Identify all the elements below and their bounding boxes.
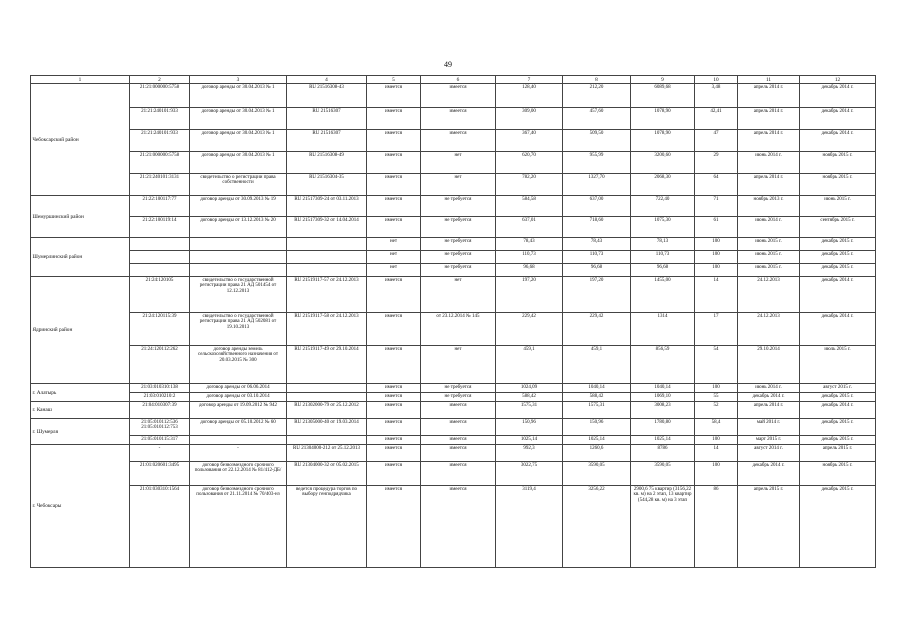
table-cell: имеется <box>367 108 421 130</box>
table-cell: RU 21304000-32 от 05.02.2015 <box>287 462 367 486</box>
table-cell: 1024,09 <box>496 384 563 393</box>
table-row <box>31 462 876 486</box>
table-cell: 229,42 <box>563 313 631 346</box>
table-cell: 3119,4 <box>496 486 563 568</box>
table-cell: декабрь 2014 г. <box>738 462 800 486</box>
table-cell: декабрь 2014 г. <box>800 84 876 108</box>
table-cell: 110,73 <box>631 251 695 264</box>
table-cell: декабрь 2015 г. <box>800 251 876 264</box>
table-cell: 110,73 <box>563 251 631 264</box>
header-cell: 8 <box>563 76 631 84</box>
district-cell: г. Канаш <box>31 402 130 419</box>
table-cell: 588,42 <box>496 393 563 402</box>
table-cell <box>287 264 367 277</box>
table-cell: 2900,6 75 квартир (3156,22 кв. м) на 2 этап, 13 квартир (544,28 кв. м) на 3 этап <box>631 486 695 568</box>
table-cell: имеется <box>367 196 421 217</box>
table-cell: декабрь 2014 г. <box>800 108 876 130</box>
table-cell: декабрь 2014 г. <box>800 130 876 152</box>
table-cell: 54 <box>695 346 738 384</box>
table-body <box>31 76 876 568</box>
table-cell: июнь 2015 г. <box>738 238 800 251</box>
table-cell: 1260,6 <box>563 445 631 462</box>
table-cell: 61 <box>695 217 738 238</box>
table-row <box>31 419 876 436</box>
table-cell: 782,20 <box>496 174 563 196</box>
table-cell: август 2015 г. <box>800 384 876 393</box>
table-cell: апрель 2015 г. <box>738 486 800 568</box>
table-cell: имеется <box>367 130 421 152</box>
table-cell: июнь 2014 г. <box>738 152 800 174</box>
table-cell: имеется <box>421 108 496 130</box>
table-cell: апрель 2014 г. <box>738 402 800 419</box>
table-cell: июль 2015 г. <box>800 346 876 384</box>
table-cell: RU 21519117-49 от 29.10.2014 <box>287 346 367 384</box>
district-cell: Ядринский район <box>31 277 130 384</box>
table-cell: имеется <box>421 445 496 462</box>
table-cell <box>130 251 190 264</box>
table-cell: RU 21519117-57 от 24.12.2013 <box>287 277 367 313</box>
table-cell: ноябрь 2013 г. <box>738 196 800 217</box>
table-cell: RU 21516307 <box>287 130 367 152</box>
table-cell: 29.10.2014 <box>738 346 800 384</box>
table-row <box>31 84 876 108</box>
table-cell: 42,41 <box>695 108 738 130</box>
table-cell: 96,68 <box>631 264 695 277</box>
table-row <box>31 445 876 462</box>
table-cell: 367,40 <box>496 130 563 152</box>
table-cell: 509,50 <box>563 130 631 152</box>
table-cell: не требуется <box>421 393 496 402</box>
table-cell: не требуется <box>421 238 496 251</box>
header-row <box>31 76 876 84</box>
table-row <box>31 486 876 568</box>
table-cell: 1078,90 <box>631 108 695 130</box>
table-cell: не требуется <box>421 251 496 264</box>
table-cell: 21:05:010115:317 <box>130 436 190 445</box>
table-cell <box>190 251 287 264</box>
table-cell: RU 21519117-58 от 24.12.2013 <box>287 313 367 346</box>
table-cell: 3256,22 <box>563 486 631 568</box>
table-cell: 3200,60 <box>631 152 695 174</box>
table-cell: имеется <box>367 174 421 196</box>
table-cell: декабрь 2014 г. <box>800 402 876 419</box>
table-cell: 71 <box>695 196 738 217</box>
table-cell: 2068,30 <box>631 174 695 196</box>
table-cell: июнь 2015 г. <box>800 196 876 217</box>
table-cell: 100 <box>695 238 738 251</box>
table-cell: 1575,31 <box>563 402 631 419</box>
table-cell: 197,20 <box>563 277 631 313</box>
table-row <box>31 251 876 264</box>
table-cell: декабрь 2014 г. <box>800 313 876 346</box>
table-cell: имеется <box>367 436 421 445</box>
header-cell: 4 <box>287 76 367 84</box>
table-cell: 96,68 <box>496 264 563 277</box>
table-cell: 21:03:010210:2 <box>130 393 190 402</box>
table-cell: RU 21304000-212 от 25.12.2013 <box>287 445 367 462</box>
table-cell: апрель 2015 г. <box>800 445 876 462</box>
table-cell: имеется <box>367 152 421 174</box>
table-cell: 588,42 <box>563 393 631 402</box>
table-cell: 100 <box>695 251 738 264</box>
table-cell: свидетельство о государственной регистрации права 21 АД 502081 от 19.10.2013 <box>190 313 287 346</box>
table-cell: 584,58 <box>496 196 563 217</box>
table-cell: апрель 2014 г. <box>738 174 800 196</box>
table-cell <box>190 264 287 277</box>
table-cell: нет <box>421 152 496 174</box>
table-cell <box>130 264 190 277</box>
table-row <box>31 152 876 174</box>
table-cell: 856,59 <box>631 346 695 384</box>
table-cell: 64 <box>695 174 738 196</box>
table-cell <box>287 251 367 264</box>
table-cell: декабрь 2015 г. <box>800 419 876 436</box>
table-cell: RU 21305000-40 от 19.03.2014 <box>287 419 367 436</box>
table-cell: договор аренды от 30.09.2013 № 19 <box>190 196 287 217</box>
table-cell: июнь 2015 г. <box>738 251 800 264</box>
table-cell: 78,43 <box>563 238 631 251</box>
table-cell: ноябрь 2015 г. <box>800 174 876 196</box>
header-cell: 3 <box>190 76 287 84</box>
table-row <box>31 196 876 217</box>
table-cell: 1327,70 <box>563 174 631 196</box>
table-cell: 1078,90 <box>631 130 695 152</box>
table-row <box>31 277 876 313</box>
table-cell: имеется <box>367 445 421 462</box>
table-cell <box>287 384 367 393</box>
header-cell: 1 <box>31 76 130 84</box>
table-cell: нет <box>421 174 496 196</box>
table-cell: 100 <box>695 384 738 393</box>
table-cell: 3022,75 <box>496 462 563 486</box>
table-cell: 17 <box>695 313 738 346</box>
table-row <box>31 108 876 130</box>
table-cell: 229,42 <box>496 313 563 346</box>
table-cell: имеется <box>367 277 421 313</box>
table-cell: 100 <box>695 264 738 277</box>
table-cell: имеется <box>367 402 421 419</box>
table-cell: не требуется <box>421 264 496 277</box>
table-cell: имеется <box>367 462 421 486</box>
table-cell <box>190 436 287 445</box>
table-row <box>31 238 876 251</box>
table-cell: 955,99 <box>563 152 631 174</box>
table-cell: 21:04:010307:39 <box>130 402 190 419</box>
table-cell: договор аренды от 30.04.2013 № 1 <box>190 108 287 130</box>
table-cell: 6089,68 <box>631 84 695 108</box>
table-cell: ноябрь 2015 г. <box>800 152 876 174</box>
table-cell: нет <box>367 251 421 264</box>
table-cell: ноябрь 2015 г. <box>800 462 876 486</box>
table-cell: 1025,14 <box>631 436 695 445</box>
header-cell: 11 <box>738 76 800 84</box>
table-cell: ведется процедура торгов по выбору генподрядчика <box>287 486 367 568</box>
table-row <box>31 313 876 346</box>
table-cell: 21:05:010112:536 21:05:010112:753 <box>130 419 190 436</box>
table-cell: декабрь 2014 г. <box>800 277 876 313</box>
table-cell: имеется <box>367 84 421 108</box>
table-cell: 96,68 <box>563 264 631 277</box>
table-cell: договор аренды от 30.04.2013 № 1 <box>190 84 287 108</box>
table-cell: 1069,10 <box>631 393 695 402</box>
table-cell: 21:21:240101:3131 <box>130 174 190 196</box>
table-cell: RU 21302000-79 от 25.12.2012 <box>287 402 367 419</box>
table-cell: апрель 2014 г. <box>738 130 800 152</box>
table-cell <box>130 238 190 251</box>
district-cell: г. Чебоксары <box>31 445 130 568</box>
table-cell: 47 <box>695 130 738 152</box>
table-cell: договор аренды от 06.06.2014 <box>190 384 287 393</box>
table-cell: 3590,05 <box>631 462 695 486</box>
table-cell: 21:21:240101:933 <box>130 130 190 152</box>
table-cell: 21:21:000000:5758 <box>130 152 190 174</box>
table-cell: имеется <box>367 393 421 402</box>
table-cell: договор аренды от 30.04.2013 № 1 <box>190 152 287 174</box>
table-cell: 110,73 <box>496 251 563 264</box>
table-cell: 1455,00 <box>631 277 695 313</box>
table-cell: свидетельство о регистрации права собственности <box>190 174 287 196</box>
district-cell: г. Алатырь <box>31 384 130 402</box>
table-cell: 722,40 <box>631 196 695 217</box>
table-cell: не требуется <box>421 217 496 238</box>
table-row <box>31 393 876 402</box>
table-cell: имеется <box>367 384 421 393</box>
table-cell: свидетельство о государственной регистрации права 21 АД 501454 от 12.12.2013 <box>190 277 287 313</box>
table-cell: 55 <box>695 393 738 402</box>
table-cell: 14 <box>695 277 738 313</box>
table-cell: имеется <box>367 346 421 384</box>
table-cell: июнь 2014 г. <box>738 217 800 238</box>
table-cell: 24.12.2013 <box>738 277 800 313</box>
table-cell: 78,43 <box>496 238 563 251</box>
table-row <box>31 384 876 393</box>
table-cell: 1575,31 <box>496 402 563 419</box>
table-row <box>31 130 876 152</box>
table-cell: 52 <box>695 402 738 419</box>
table-row <box>31 436 876 445</box>
table-cell: 24.12.2013 <box>738 313 800 346</box>
table-cell: 3590,05 <box>563 462 631 486</box>
table-cell: декабрь 2015 г. <box>800 436 876 445</box>
table-cell: апрель 2014 г. <box>738 108 800 130</box>
table-cell: 1040,14 <box>631 384 695 393</box>
table-cell: имеется <box>421 84 496 108</box>
table-cell: 21:21:240101:933 <box>130 108 190 130</box>
table-row <box>31 402 876 419</box>
table-cell: 21:21:000000:5758 <box>130 84 190 108</box>
header-cell: 7 <box>496 76 563 84</box>
table-cell: договор аренды земель сельскохозяйственного назначения от 20.03.2015 № 300 <box>190 346 287 384</box>
table-cell: 150,96 <box>496 419 563 436</box>
table-cell: июнь 2014 г. <box>738 384 800 393</box>
table-cell: 21:01:030310:1564 <box>130 486 190 568</box>
table-cell: имеется <box>421 436 496 445</box>
table-cell: декабрь 2015 г. <box>800 486 876 568</box>
table-cell <box>190 238 287 251</box>
table-cell <box>287 238 367 251</box>
table-cell: 21:22:100117:77 <box>130 196 190 217</box>
table-cell: RU 21516304-35 <box>287 174 367 196</box>
table-cell: декабрь 2015 г. <box>800 393 876 402</box>
table-cell: 459,1 <box>563 346 631 384</box>
table-cell: 620,70 <box>496 152 563 174</box>
table-cell: 1314 <box>631 313 695 346</box>
table-cell: - <box>190 445 287 462</box>
table-cell: имеется <box>421 130 496 152</box>
table-cell: договор аренды от 03.10.2014 <box>190 393 287 402</box>
table-cell: RU 21517309-32 от 14.04.2014 <box>287 217 367 238</box>
table-cell: 637,01 <box>496 217 563 238</box>
table-cell: RU 21517309-24 от 03.11.2013 <box>287 196 367 217</box>
header-cell: 12 <box>800 76 876 84</box>
table-cell: договор аренды от 30.04.2013 № 1 <box>190 130 287 152</box>
table-cell: RU 21516308-49 <box>287 152 367 174</box>
table-cell: 1040,14 <box>563 384 631 393</box>
district-cell: Чебоксарский район <box>31 84 130 196</box>
table-cell: март 2015 г. <box>738 436 800 445</box>
header-cell: 5 <box>367 76 421 84</box>
table-row <box>31 217 876 238</box>
table-cell: 1025,14 <box>496 436 563 445</box>
table-cell: 21:24:120112:262 <box>130 346 190 384</box>
table-cell: декабрь 2015 г. <box>800 238 876 251</box>
table-cell: не требуется <box>421 196 496 217</box>
table-cell: имеется <box>421 462 496 486</box>
header-cell: 10 <box>695 76 738 84</box>
table-cell: договор аренды от 05.10.2012 № 60 <box>190 419 287 436</box>
table-cell: имеется <box>421 486 496 568</box>
table-cell: 58,4 <box>695 419 738 436</box>
table-cell: май 2014 г. <box>738 419 800 436</box>
table-cell: 21:22:100119:14 <box>130 217 190 238</box>
table-cell: договор аренды от 13.12.2013 № 20 <box>190 217 287 238</box>
table-cell <box>287 436 367 445</box>
page-number: 49 <box>444 60 452 69</box>
table-cell: нет <box>367 238 421 251</box>
table-cell: декабрь 2014 г. <box>738 393 800 402</box>
table-cell: 637,00 <box>563 196 631 217</box>
table-cell: договор аренды от 19.09.2012 № 942 <box>190 402 287 419</box>
table-cell: договор безвозмездного срочного пользования от 21.11.2014 № 70/403-нз <box>190 486 287 568</box>
table-cell: 21:24:120105 <box>130 277 190 313</box>
table-cell: 78,13 <box>631 238 695 251</box>
table-cell: август 2014 г. <box>738 445 800 462</box>
table-cell: 14 <box>695 445 738 462</box>
table-cell: 29 <box>695 152 738 174</box>
table-cell: 86 <box>695 486 738 568</box>
table-cell: 21:01:020601:3495 <box>130 462 190 486</box>
table-cell: июнь 2015 г. <box>738 264 800 277</box>
table-cell: имеется <box>367 217 421 238</box>
table-cell: RU 21516307 <box>287 108 367 130</box>
table-cell: от 23.12.2014 № 145 <box>421 313 496 346</box>
table-cell: апрель 2014 г. <box>738 84 800 108</box>
table-cell: нет <box>421 277 496 313</box>
table-cell <box>287 393 367 402</box>
table-cell: 309,00 <box>496 108 563 130</box>
table-cell: нет <box>421 346 496 384</box>
table-cell: имеется <box>367 313 421 346</box>
table-cell: имеется <box>367 486 421 568</box>
table-cell: 457,60 <box>563 108 631 130</box>
table-cell: - <box>130 445 190 462</box>
table-cell: 100 <box>695 462 738 486</box>
table-cell: 718,60 <box>563 217 631 238</box>
table-cell: 992,3 <box>496 445 563 462</box>
table-cell: не требуется <box>421 384 496 393</box>
table-cell: 459,1 <box>496 346 563 384</box>
data-table <box>30 75 876 568</box>
table-cell: имеется <box>421 402 496 419</box>
table-cell: имеется <box>367 419 421 436</box>
table-cell: 100 <box>695 436 738 445</box>
table-cell: 21:24:120115:39 <box>130 313 190 346</box>
table-cell: имеется <box>421 419 496 436</box>
table-cell: договор безвозмездного срочного пользования от 22.12.2014 № 81/412-ДБ/ <box>190 462 287 486</box>
district-cell: Шумерлинский район <box>31 238 130 277</box>
table-cell: 128,40 <box>496 84 563 108</box>
table-cell: 1075,30 <box>631 217 695 238</box>
table-cell: 3008,23 <box>631 402 695 419</box>
header-cell: 2 <box>130 76 190 84</box>
table-row <box>31 346 876 384</box>
table-cell: сентябрь 2015 г. <box>800 217 876 238</box>
table-cell: 21:03:010310:138 <box>130 384 190 393</box>
table-cell: 1025,14 <box>563 436 631 445</box>
district-cell: г. Шумерля <box>31 419 130 445</box>
header-cell: 6 <box>421 76 496 84</box>
table-cell: 8786 <box>631 445 695 462</box>
table-cell: 150,96 <box>563 419 631 436</box>
table-row <box>31 264 876 277</box>
table-cell: RU 21516308-43 <box>287 84 367 108</box>
district-cell: Шемуршинский район <box>31 196 130 238</box>
table-row <box>31 174 876 196</box>
table-cell: декабрь 2015 г. <box>800 264 876 277</box>
table-cell: 212,20 <box>563 84 631 108</box>
table-cell: 3,48 <box>695 84 738 108</box>
table-cell: нет <box>367 264 421 277</box>
table-cell: 197,20 <box>496 277 563 313</box>
header-cell: 9 <box>631 76 695 84</box>
table-cell: 1780,80 <box>631 419 695 436</box>
